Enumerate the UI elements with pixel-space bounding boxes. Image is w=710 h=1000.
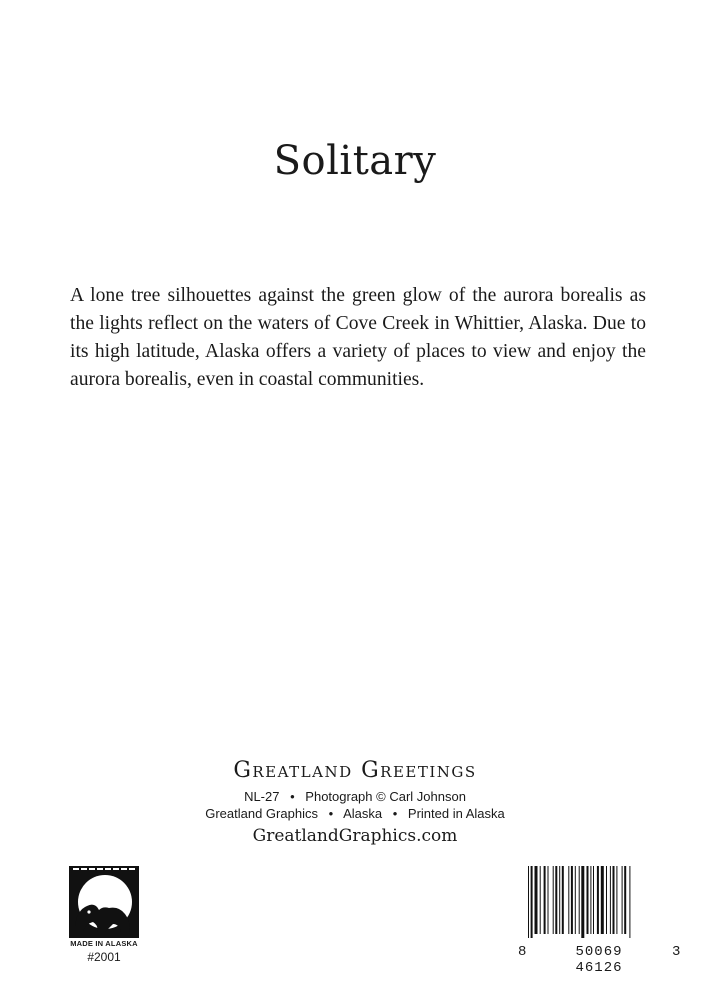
barcode-bar (579, 866, 580, 934)
barcode-bar (571, 866, 573, 934)
company-name: Greatland Graphics (205, 806, 318, 821)
barcode-bar (553, 866, 554, 934)
barcode (526, 866, 676, 938)
card-title: Solitary (273, 138, 437, 184)
barcode-bar (610, 866, 611, 934)
barcode-bar (528, 866, 529, 938)
barcode-last-digit: 3 (672, 944, 681, 960)
barcode-bar (597, 866, 599, 934)
barcode-bar (624, 866, 626, 934)
barcode-digits: 50069 46126 (575, 944, 623, 976)
barcode-bar (593, 866, 594, 934)
barcode-bar (559, 866, 560, 934)
barcode-bar (540, 866, 541, 934)
barcode-bar (548, 866, 549, 934)
barcode-bar (629, 866, 630, 938)
barcode-bar (606, 866, 607, 934)
barcode-bar (622, 866, 623, 934)
barcode-bar (601, 866, 604, 934)
barcode-bar (590, 866, 591, 934)
card-description: A lone tree silhouettes against the green glow of the aurora borealis as the lights reflect on the waters of Cove Creek in Whittier, Alaska. Due to its high latitude, Alaska offers a variety of places to view and enjoy the aurora borealis, even in coastal communities. (70, 285, 646, 390)
brand-name: Greatland Greetings (233, 758, 477, 783)
barcode-bar (581, 866, 584, 938)
barcode-bar (531, 866, 533, 938)
product-code: NL-27 (244, 789, 280, 804)
barcode-bar (568, 866, 569, 934)
logo-number: #2001 (87, 950, 121, 964)
barcode-bar (555, 866, 557, 934)
printed-in: Printed in Alaska (407, 806, 505, 821)
separator-dot: • (290, 789, 295, 804)
barcode-bar (575, 866, 576, 934)
barcode-bar (616, 866, 617, 934)
barcode-bar (562, 866, 564, 934)
made-in-alaska-label: MADE IN ALASKA (70, 939, 138, 948)
made-in-alaska-bear-icon (69, 866, 139, 938)
barcode-first-digit: 8 (518, 944, 527, 960)
website-link[interactable]: GreatlandGraphics.com (252, 826, 458, 846)
barcode-bar (535, 866, 538, 934)
company-location: Alaska (343, 806, 383, 821)
company-line (0, 806, 710, 821)
barcode-bar (587, 866, 589, 934)
barcode-bar (544, 866, 546, 934)
photo-credit: Photograph © Carl Johnson (305, 789, 466, 804)
separator-dot: • (328, 806, 334, 821)
separator-dot: • (392, 806, 398, 821)
credit-line (0, 789, 710, 804)
barcode-bar (613, 866, 615, 934)
